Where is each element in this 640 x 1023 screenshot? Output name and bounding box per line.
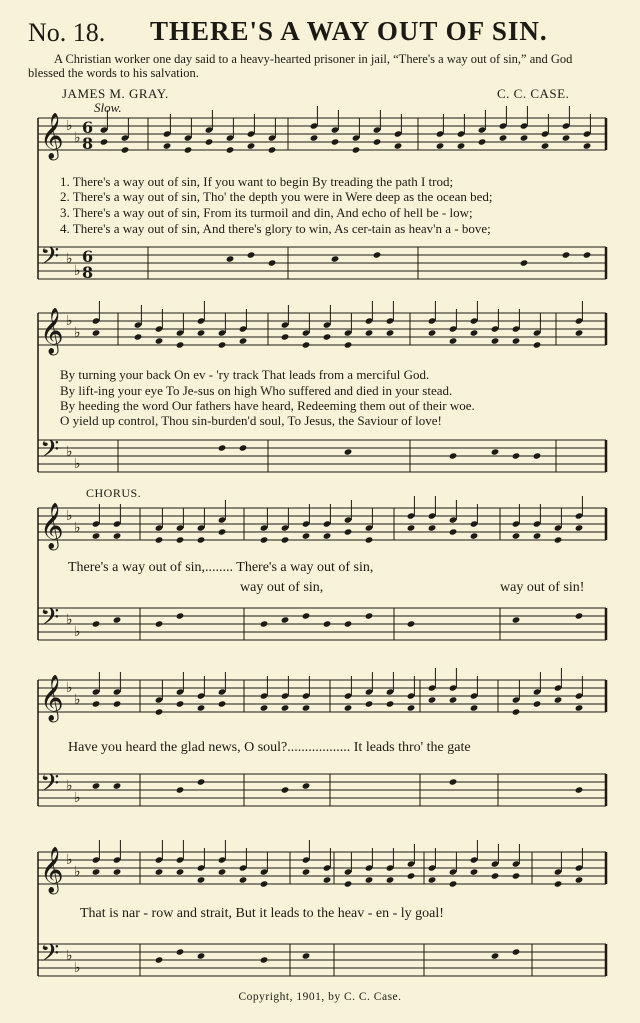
- note-head: [520, 259, 529, 266]
- note-head: [365, 700, 374, 707]
- note-head: [344, 620, 353, 627]
- note-head: [176, 948, 185, 955]
- note-head: [281, 333, 290, 340]
- note-head: [310, 134, 319, 141]
- note-head: [176, 868, 185, 875]
- note-head: [239, 444, 248, 451]
- flat-icon: ♭: [74, 692, 81, 708]
- note-head: [583, 142, 592, 149]
- chorus-line-1: There's a way out of sin,........ There's a way out of sin,: [68, 560, 374, 575]
- note-head: [197, 952, 206, 959]
- note-head: [268, 146, 277, 153]
- note-head: [176, 786, 185, 793]
- flat-icon: ♭: [66, 313, 73, 329]
- note-head: [218, 444, 227, 451]
- chorus-line-3: That is nar - row and strait, But it leads to the heav - en - ly goal!: [80, 906, 444, 921]
- hymn-number: No. 18.: [28, 18, 106, 47]
- note-head: [113, 700, 122, 707]
- note-head: [575, 612, 584, 619]
- treble-clef-icon: 𝄞: [40, 675, 64, 721]
- note-head: [268, 259, 277, 266]
- note-head: [344, 880, 353, 887]
- note-head: [176, 536, 185, 543]
- note-head: [281, 536, 290, 543]
- verse-3-line-2: By heeding the word Our fathers have heard, Redeeming them out of their woe.: [60, 398, 475, 413]
- note-head: [302, 341, 311, 348]
- flat-icon: ♭: [74, 790, 81, 806]
- note-head: [155, 620, 164, 627]
- note-head: [155, 868, 164, 875]
- note-head: [470, 532, 479, 539]
- note-head: [428, 696, 437, 703]
- flat-icon: ♭: [74, 263, 81, 279]
- note-head: [239, 876, 248, 883]
- note-head: [302, 952, 311, 959]
- note-head: [100, 138, 109, 145]
- note-head: [499, 134, 508, 141]
- note-head: [491, 872, 500, 879]
- note-head: [155, 708, 164, 715]
- note-head: [512, 337, 521, 344]
- note-head: [365, 612, 374, 619]
- flat-icon: ♭: [66, 118, 73, 134]
- note-head: [533, 341, 542, 348]
- note-head: [344, 341, 353, 348]
- note-head: [394, 142, 403, 149]
- note-head: [533, 452, 542, 459]
- note-head: [449, 696, 458, 703]
- note-head: [218, 341, 227, 348]
- author-credit: JAMES M. GRAY.: [62, 86, 169, 101]
- note-head: [344, 704, 353, 711]
- note-head: [478, 138, 487, 145]
- note-head: [239, 337, 248, 344]
- note-head: [575, 876, 584, 883]
- note-head: [155, 956, 164, 963]
- note-head: [226, 255, 235, 262]
- treble-clef-icon: 𝄞: [40, 113, 64, 159]
- note-head: [92, 700, 101, 707]
- flat-icon: ♭: [74, 960, 81, 976]
- note-head: [533, 700, 542, 707]
- time-signature-top: 6: [82, 118, 94, 137]
- verse-1-line-1: 1. There's a way out of sin, If you want to begin By treading the path I trod;: [60, 174, 454, 189]
- note-head: [281, 616, 290, 623]
- note-head: [512, 708, 521, 715]
- flat-icon: ♭: [74, 624, 81, 640]
- note-head: [134, 333, 143, 340]
- note-head: [121, 146, 130, 153]
- hymn-anecdote: A Christian worker one day said to a heavy-hearted prisoner in jail, “There's a way out of sin,” and God blessed the words to his salvation.: [28, 52, 573, 80]
- flat-icon: ♭: [66, 778, 73, 794]
- time-signature-bottom: 8: [82, 263, 94, 282]
- verse-4-line-2: O yield up control, Thou sin-burden'd soul, To Jesus, the Saviour of love!: [60, 413, 442, 428]
- note-head: [260, 704, 269, 711]
- flat-icon: ♭: [74, 520, 81, 536]
- note-head: [247, 251, 256, 258]
- treble-clef-icon: 𝄞: [40, 847, 64, 893]
- flat-icon: ♭: [66, 612, 73, 628]
- note-head: [512, 452, 521, 459]
- note-head: [470, 868, 479, 875]
- note-head: [428, 524, 437, 531]
- note-head: [449, 528, 458, 535]
- note-head: [163, 142, 172, 149]
- note-head: [176, 612, 185, 619]
- note-head: [302, 532, 311, 539]
- note-head: [92, 868, 101, 875]
- note-head: [197, 778, 206, 785]
- note-head: [323, 333, 332, 340]
- note-head: [407, 524, 416, 531]
- note-head: [491, 337, 500, 344]
- staff-lines: [38, 118, 606, 976]
- note-head: [449, 778, 458, 785]
- note-head: [260, 880, 269, 887]
- verse-4-line-1: 4. There's a way out of sin, And there's glory to win, As cer-tain as heav'n a - bove;: [60, 221, 491, 236]
- note-head: [491, 952, 500, 959]
- note-head: [113, 782, 122, 789]
- flat-icon: ♭: [74, 456, 81, 472]
- flat-icon: ♭: [66, 852, 73, 868]
- chorus-label: CHORUS.: [86, 486, 142, 500]
- verse-3-line-1: 3. There's a way out of sin, From its turmoil and din, And echo of hell be - low;: [60, 205, 473, 220]
- note-head: [302, 868, 311, 875]
- note-head: [583, 251, 592, 258]
- note-head: [260, 620, 269, 627]
- note-head: [575, 524, 584, 531]
- note-head: [512, 948, 521, 955]
- note-head: [554, 696, 563, 703]
- note-head: [323, 532, 332, 539]
- flat-icon: ♭: [66, 680, 73, 696]
- note-head: [205, 138, 214, 145]
- note-head: [386, 329, 395, 336]
- note-head: [386, 700, 395, 707]
- note-head: [113, 868, 122, 875]
- tempo-marking: Slow.: [94, 100, 122, 115]
- note-head: [331, 255, 340, 262]
- note-head: [470, 329, 479, 336]
- note-head: [575, 704, 584, 711]
- note-head: [407, 620, 416, 627]
- note-head: [92, 329, 101, 336]
- note-head: [281, 786, 290, 793]
- flat-icon: ♭: [74, 130, 81, 146]
- note-head: [457, 142, 466, 149]
- verse-1-line-2: By turning your back On ev - 'ry track That leads from a merciful God.: [60, 367, 430, 382]
- note-head: [197, 329, 206, 336]
- note-head: [470, 704, 479, 711]
- time-signature-bottom: 8: [82, 134, 94, 153]
- note-head: [218, 528, 227, 535]
- note-head: [575, 329, 584, 336]
- note-head: [373, 251, 382, 258]
- note-head: [562, 134, 571, 141]
- verse-2-line-1: 2. There's a way out of sin, Tho' the depth you were in Were deep as the ocean bed;: [60, 189, 493, 204]
- note-head: [407, 872, 416, 879]
- note-head: [184, 146, 193, 153]
- note-head: [428, 329, 437, 336]
- note-head: [218, 700, 227, 707]
- chorus-line-2: Have you heard the glad news, O soul?.................. It leads thro' the gate: [68, 740, 471, 755]
- note-head: [197, 704, 206, 711]
- note-head: [428, 876, 437, 883]
- verse-2-line-2: By lift-ing your eye To Je-sus on high Who suffered and died in your stead.: [60, 383, 453, 398]
- note-head: [449, 452, 458, 459]
- note-head: [331, 138, 340, 145]
- note-head: [373, 138, 382, 145]
- composer-credit: C. C. CASE.: [497, 86, 570, 101]
- note-head: [512, 872, 521, 879]
- treble-clef-icon: 𝄞: [40, 503, 64, 549]
- note-head: [520, 134, 529, 141]
- note-head: [344, 448, 353, 455]
- note-head: [226, 146, 235, 153]
- note-head: [533, 532, 542, 539]
- chorus-line-1-bass: way out of sin,: [240, 580, 324, 595]
- note-head: [365, 536, 374, 543]
- clefs: [40, 113, 81, 976]
- note-head: [260, 956, 269, 963]
- note-head: [302, 704, 311, 711]
- flat-icon: ♭: [74, 864, 81, 880]
- flat-icon: ♭: [66, 251, 73, 267]
- note-head: [512, 532, 521, 539]
- note-head: [197, 876, 206, 883]
- note-head: [92, 782, 101, 789]
- note-head: [512, 616, 521, 623]
- note-head: [386, 876, 395, 883]
- note-head: [491, 448, 500, 455]
- note-head: [218, 868, 227, 875]
- note-head: [575, 786, 584, 793]
- time-signature-top: 6: [82, 247, 94, 266]
- bass-clef-icon: 𝄢: [40, 769, 60, 804]
- note-head: [176, 700, 185, 707]
- note-head: [155, 536, 164, 543]
- note-head: [113, 532, 122, 539]
- chorus-line-1-bass-b: way out of sin!: [500, 580, 585, 595]
- note-head: [562, 251, 571, 258]
- flat-icon: ♭: [66, 444, 73, 460]
- flat-icon: ♭: [74, 325, 81, 341]
- note-head: [155, 337, 164, 344]
- note-head: [302, 612, 311, 619]
- note-head: [302, 782, 311, 789]
- bass-clef-icon: 𝄢: [40, 242, 60, 277]
- note-head: [260, 536, 269, 543]
- note-head: [323, 620, 332, 627]
- flat-icon: ♭: [66, 508, 73, 524]
- note-head: [365, 329, 374, 336]
- note-head: [92, 532, 101, 539]
- bass-clef-icon: 𝄢: [40, 603, 60, 638]
- note-head: [92, 620, 101, 627]
- hymn-title: THERE'S A WAY OUT OF SIN.: [150, 16, 548, 46]
- bass-clef-icon: 𝄢: [40, 435, 60, 470]
- note-head: [113, 616, 122, 623]
- flat-icon: ♭: [66, 948, 73, 964]
- note-head: [344, 528, 353, 535]
- note-head: [449, 880, 458, 887]
- note-head: [176, 341, 185, 348]
- note-head: [281, 704, 290, 711]
- note-head: [554, 880, 563, 887]
- note-head: [449, 337, 458, 344]
- note-head: [323, 876, 332, 883]
- note-head: [197, 536, 206, 543]
- bass-clef-icon: 𝄢: [40, 939, 60, 974]
- note-head: [365, 876, 374, 883]
- note-head: [352, 146, 361, 153]
- note-head: [554, 536, 563, 543]
- note-head: [247, 142, 256, 149]
- note-head: [541, 142, 550, 149]
- copyright: Copyright, 1901, by C. C. Case.: [238, 991, 402, 1003]
- treble-clef-icon: 𝄞: [40, 308, 64, 354]
- note-head: [436, 142, 445, 149]
- note-head: [407, 704, 416, 711]
